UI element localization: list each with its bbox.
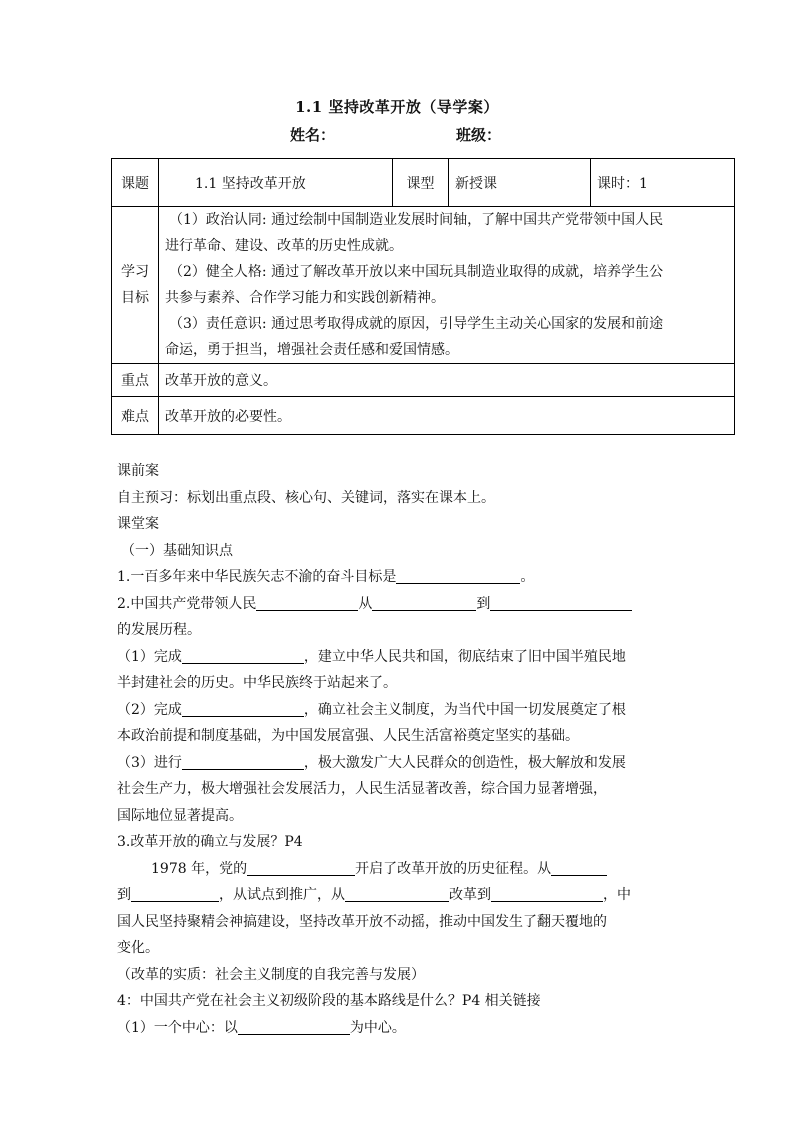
question-3-continued-2: 变化。 <box>117 940 159 956</box>
fill-blank[interactable] <box>182 700 304 717</box>
topic-label: 课题 <box>112 159 159 207</box>
question-text: 1.一百多年来中华民族矢志不渝的奋斗目标是 <box>117 569 397 585</box>
type-value: 新授课 <box>449 159 591 207</box>
question-text: 为中心。 <box>349 1019 406 1036</box>
question-text: （3）进行 <box>117 754 182 771</box>
key-point-label: 重点 <box>112 364 159 397</box>
question-2-3 <box>117 750 717 777</box>
difficulty-value: 改革开放的必要性。 <box>159 397 735 435</box>
question-text: 到 <box>476 595 491 612</box>
type-label: 课型 <box>393 159 449 207</box>
topic-value: 1.1 坚持改革开放 <box>159 159 393 207</box>
question-text: 1978 年，党的 <box>151 860 248 877</box>
topic-row <box>112 159 735 207</box>
worksheet-body <box>117 458 717 1041</box>
objective-line: （2）健全人格: 通过了解改革开放以来中国玩具制造业取得的成就，培养学生公 <box>169 264 664 280</box>
name-label: 姓名： <box>290 126 336 144</box>
objective-line: 命运，勇于担当，增强社会责任感和爱国情感。 <box>165 342 459 358</box>
question-text: 到 <box>117 887 131 903</box>
class-label: 班级： <box>456 126 502 144</box>
document-title: 1.1 坚持改革开放（导学案） <box>295 98 499 116</box>
question-text: 2.中国共产党带领人民 <box>117 595 257 612</box>
section-heading: （一）基础知识点 <box>121 542 233 559</box>
objectives-label-line-2: 目标 <box>121 290 149 306</box>
fill-blank[interactable] <box>345 885 449 902</box>
question-2-2-continued: 本政治前提和制度基础，为中国发展富强、人民生活富裕奠定坚实的基础。 <box>117 728 579 744</box>
fill-blank[interactable] <box>131 885 219 902</box>
question-3-continued-1: 国人民坚持聚精会神搞建设，坚持改革开放不动摇，推动中国发生了翻天覆地的 <box>117 913 607 930</box>
in-class-heading: 课堂案 <box>117 516 159 532</box>
lesson-info-table <box>111 158 735 435</box>
question-text: 开启了改革开放的历史征程。从 <box>355 860 552 877</box>
difficulty-row <box>112 397 735 435</box>
objective-line: 进行革命、建设、改革的历史性成就。 <box>165 238 403 254</box>
key-point-value: 改革开放的意义。 <box>159 364 735 397</box>
question-text: ，极大激发广大人民群众的创造性，极大解放和发展 <box>303 754 626 771</box>
question-1 <box>117 564 717 591</box>
question-2-1-continued: 半封建社会的历史。中华民族终于站起来了。 <box>117 675 397 691</box>
pre-class-heading: 课前案 <box>117 463 159 479</box>
question-4-1 <box>117 1015 717 1042</box>
fill-blank[interactable] <box>491 885 603 902</box>
period-value: 课时：1 <box>591 159 735 207</box>
question-text: （1）一个中心：以 <box>117 1019 238 1036</box>
question-text: （1）完成 <box>117 648 182 665</box>
question-text: ，建立中华人民共和国，彻底结束了旧中国半殖民地 <box>303 648 626 665</box>
difficulty-label: 难点 <box>112 397 159 435</box>
question-2-continued: 的发展历程。 <box>117 622 201 638</box>
question-2 <box>117 591 717 618</box>
question-text: （2）完成 <box>117 701 182 718</box>
question-3-line-1 <box>117 856 717 883</box>
fill-blank[interactable] <box>396 567 520 584</box>
fill-blank[interactable] <box>490 594 632 611</box>
reform-essence-note: （改革的实质：社会主义制度的自我完善与发展） <box>117 966 425 983</box>
fill-blank[interactable] <box>247 859 355 876</box>
fill-blank[interactable] <box>182 753 304 770</box>
question-text: ，确立社会主义制度，为当代中国一切发展奠定了根 <box>303 701 626 718</box>
objectives-label-line-1: 学习 <box>121 264 149 280</box>
question-text: 从 <box>358 595 373 612</box>
fill-blank[interactable] <box>256 594 358 611</box>
question-2-1 <box>117 644 717 671</box>
self-preview-text: 自主预习：标划出重点段、核心句、关键词，落实在课本上。 <box>117 489 495 506</box>
fill-blank[interactable] <box>372 594 476 611</box>
student-info-line <box>290 124 502 145</box>
question-2-3-continued-2: 国际地位显著提高。 <box>117 807 243 824</box>
question-text: ，中 <box>603 887 631 903</box>
fill-blank[interactable] <box>182 647 304 664</box>
question-text: ，从试点到推广，从 <box>219 887 345 903</box>
key-point-row <box>112 364 735 397</box>
objective-line: （1）政治认同: 通过绘制中国制造业发展时间轴，了解中国共产党带领中国人民 <box>169 212 664 228</box>
question-2-2 <box>117 697 717 724</box>
objective-line: （3）责任意识: 通过思考取得成就的原因，引导学生主动关心国家的发展和前途 <box>169 316 664 332</box>
question-text: 。 <box>520 569 535 585</box>
objective-line: 共参与素养、合作学习能力和实践创新精神。 <box>165 290 445 306</box>
question-4: 4：中国共产党在社会主义初级阶段的基本路线是什么？P4 相关链接 <box>117 993 541 1009</box>
question-3: 3.改革开放的确立与发展？P4 <box>117 834 303 850</box>
fill-blank[interactable] <box>551 859 607 876</box>
objectives-label <box>112 207 159 364</box>
objectives-content <box>159 207 735 364</box>
fill-blank[interactable] <box>238 1018 350 1035</box>
question-3-line-2 <box>117 882 717 909</box>
objectives-row <box>112 207 735 364</box>
question-2-3-continued-1: 社会生产力，极大增强社会发展活力，人民生活显著改善，综合国力显著增强， <box>117 781 607 797</box>
question-text: 改革到 <box>449 887 491 903</box>
